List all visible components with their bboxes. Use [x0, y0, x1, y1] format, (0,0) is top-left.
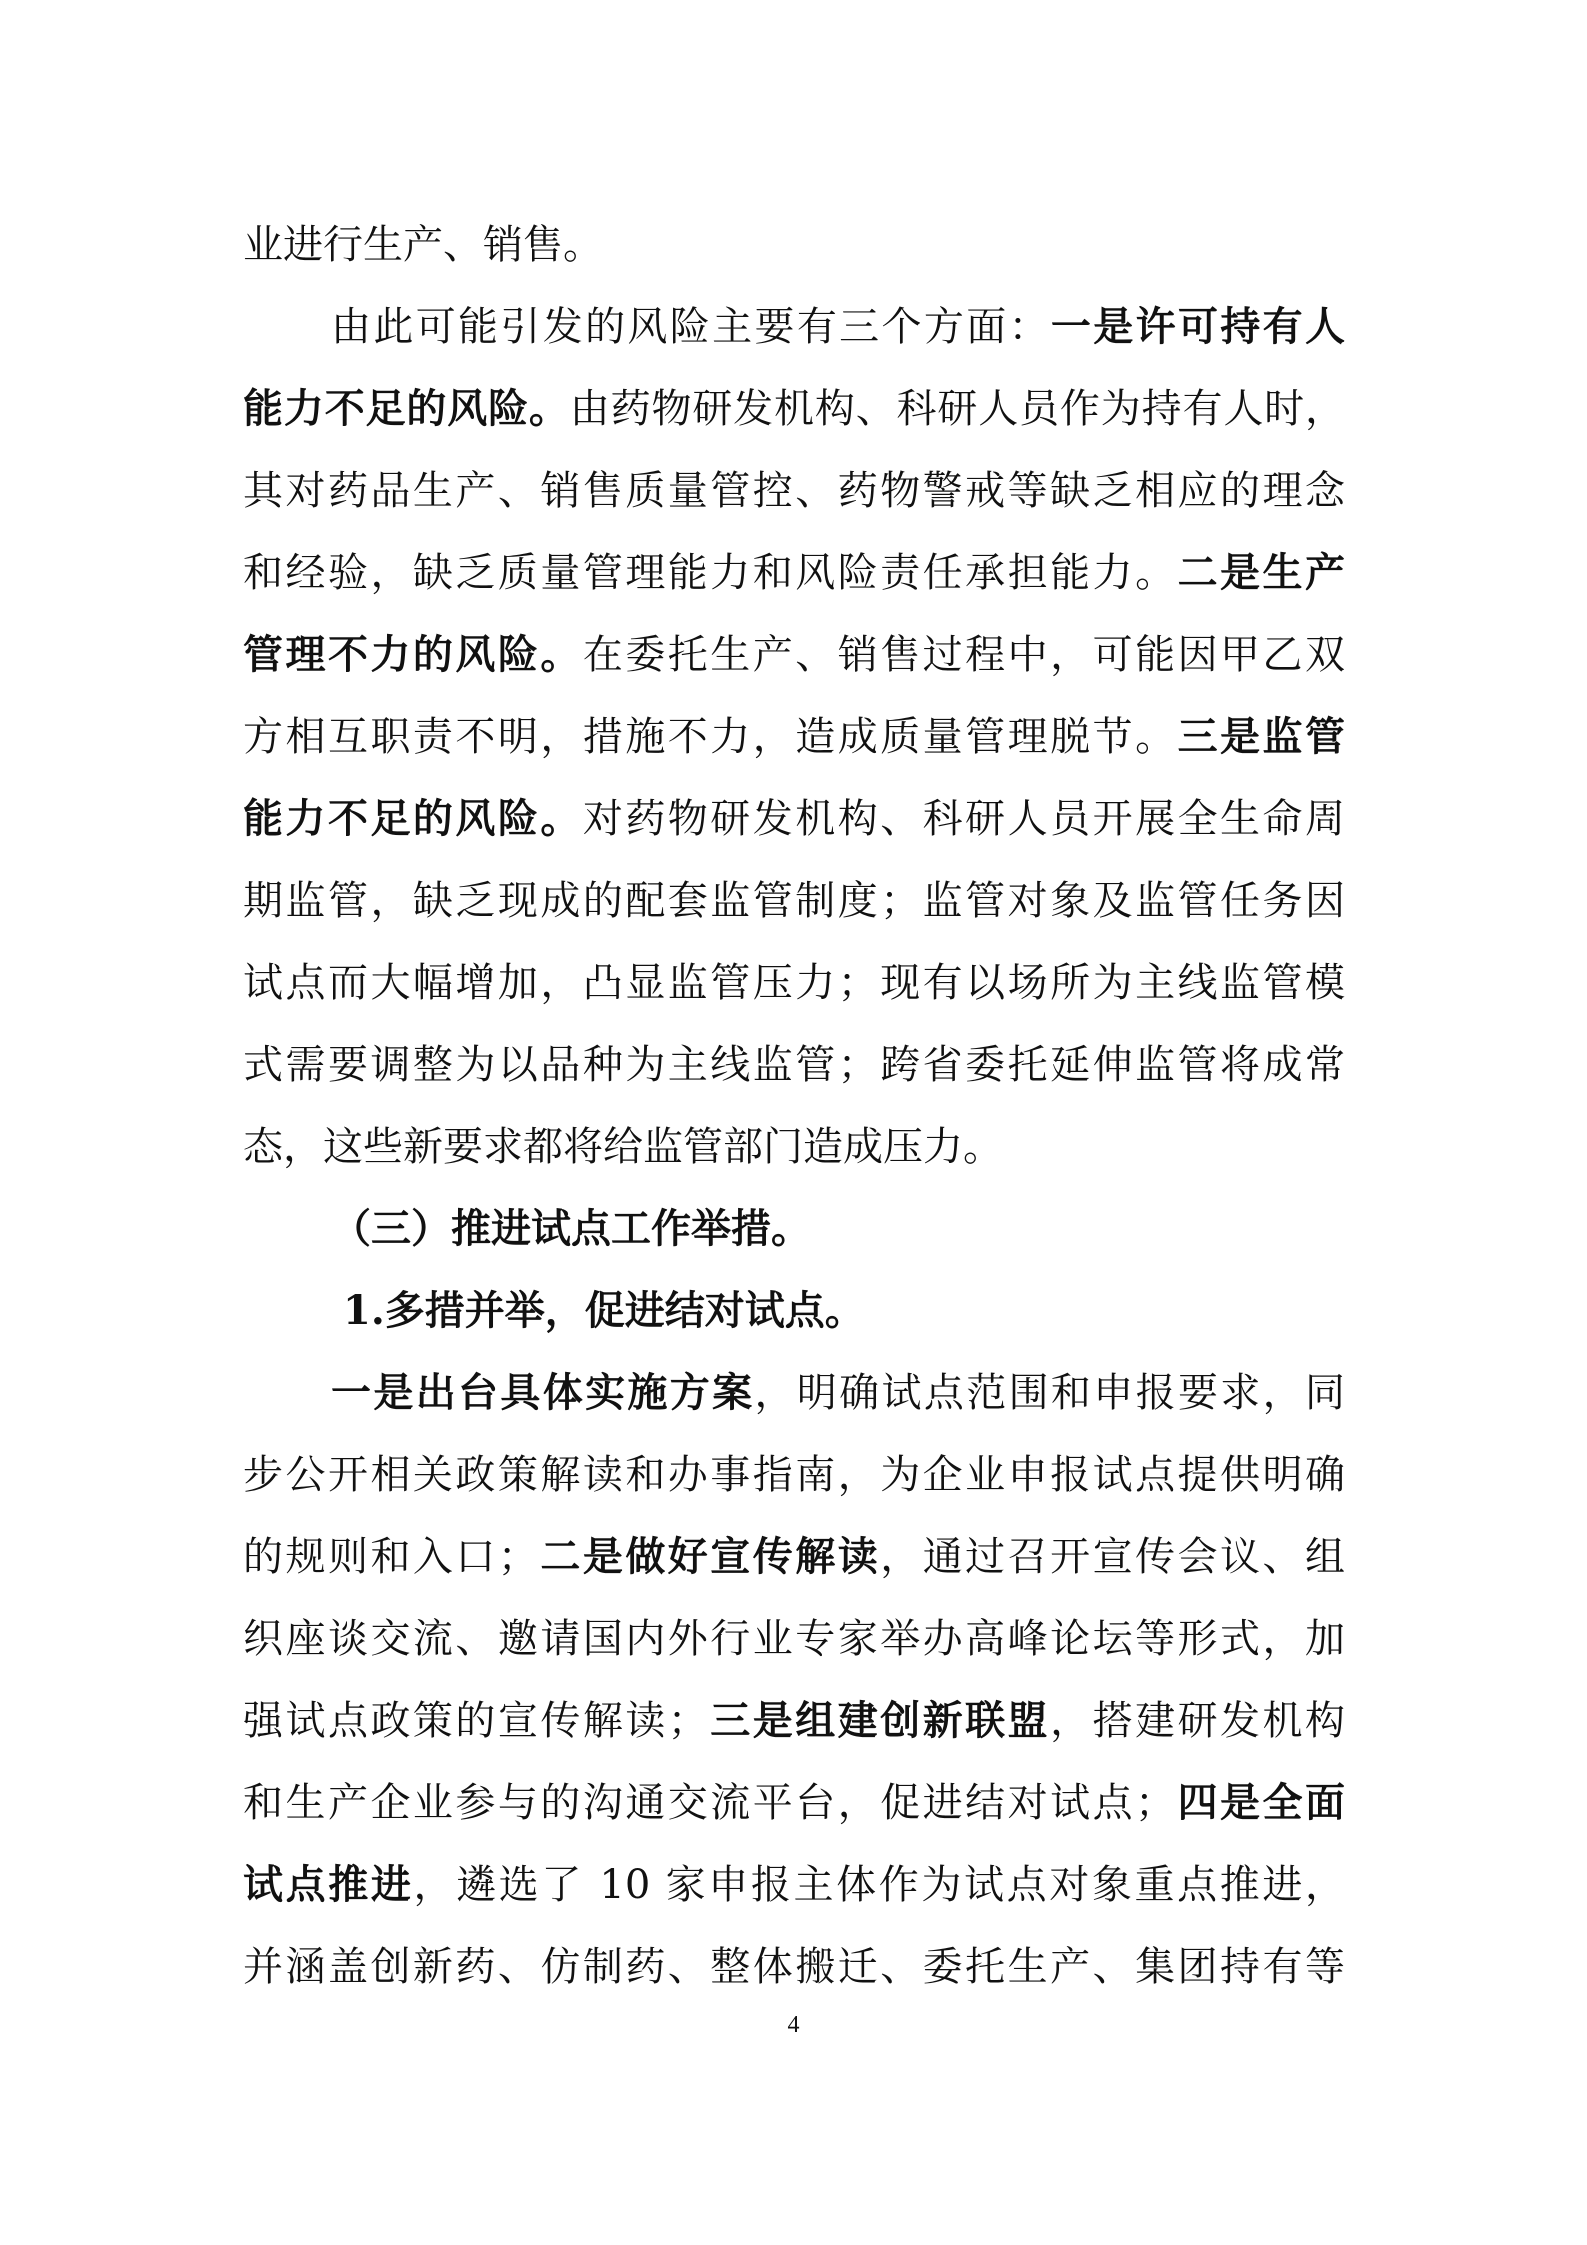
- text-line-17: [243, 1517, 1345, 1597]
- text-segment: 和生产企业参与的沟通交流平台，促进结对试点；: [243, 1780, 1176, 1826]
- text-line-2: [243, 287, 1345, 367]
- bold-text-segment: 三是监管: [1177, 713, 1345, 760]
- text-line-11: [243, 1025, 1345, 1105]
- text-segment: 织座谈交流、邀请国内外行业专家举办高峰论坛等形式，加: [243, 1616, 1345, 1662]
- text-segment: ，搭建研发机构: [1050, 1698, 1345, 1744]
- bold-text-segment: 能力不足的风险。: [243, 795, 583, 842]
- text-line-10: [243, 943, 1345, 1023]
- text-segment: 并涵盖创新药、仿制药、整体搬迁、委托生产、集团持有等: [243, 1944, 1345, 1990]
- subsection-heading: [243, 1271, 1345, 1351]
- bold-text-segment: 1.多措并举，促进结对试点。: [343, 1287, 865, 1334]
- text-line-4: [243, 451, 1345, 531]
- text-segment: 态，这些新要求都将给监管部门造成压力。: [243, 1124, 1003, 1170]
- section-heading: [243, 1189, 1345, 1269]
- text-segment: 对药物研发机构、科研人员开展全生命周: [582, 796, 1345, 842]
- text-segment: 步公开相关政策解读和办事指南，为企业申报试点提供明确: [243, 1452, 1345, 1498]
- bold-text-segment: 一是许可持有人: [1050, 303, 1345, 350]
- text-segment: 试点而大幅增加，凸显监管压力；现有以场所为主线监管模: [243, 960, 1345, 1006]
- text-segment: 在委托生产、销售过程中，可能因甲乙双: [582, 632, 1345, 678]
- text-segment: 其对药品生产、销售质量管控、药物警戒等缺乏相应的理念: [243, 468, 1345, 514]
- bold-text-segment: 能力不足的风险。: [243, 385, 570, 432]
- text-line-12: [243, 1107, 1345, 1187]
- text-line-19: [243, 1681, 1345, 1761]
- text-segment: 业进行生产、销售。: [243, 222, 603, 268]
- text-segment: ，遴选了 10 家申报主体作为试点对象重点推进，: [413, 1862, 1345, 1908]
- text-segment: 由药物研发机构、科研人员作为持有人时，: [569, 386, 1345, 432]
- text-segment: 的规则和入口；: [243, 1534, 538, 1580]
- text-line-18: [243, 1599, 1345, 1679]
- text-line-8: [243, 779, 1345, 859]
- text-line-22: [243, 1927, 1345, 2007]
- page-number: 4: [787, 2012, 800, 2038]
- text-segment: ，通过召开宣传会议、组: [880, 1534, 1345, 1580]
- text-segment: 由此可能引发的风险主要有三个方面：: [331, 304, 1051, 350]
- bold-text-segment: 二是生产: [1177, 549, 1345, 596]
- text-segment: 期监管，缺乏现成的配套监管制度；监管对象及监管任务因: [243, 878, 1345, 924]
- text-segment: 方相互职责不明，措施不力，造成质量管理脱节。: [243, 714, 1178, 760]
- text-line-7: [243, 697, 1345, 777]
- text-segment: 和经验，缺乏质量管理能力和风险责任承担能力。: [243, 550, 1178, 596]
- text-line-5: [243, 533, 1345, 613]
- text-line-16: [243, 1435, 1345, 1515]
- text-line-21: [243, 1845, 1345, 1925]
- text-segment: ，明确试点范围和申报要求，同: [754, 1370, 1345, 1416]
- text-line-3: [243, 369, 1345, 449]
- bold-text-segment: （三）推进试点工作举措。: [331, 1205, 811, 1252]
- text-line-15: [243, 1353, 1345, 1433]
- text-segment: 式需要调整为以品种为主线监管；跨省委托延伸监管将成常: [243, 1042, 1345, 1088]
- text-line-6: [243, 615, 1345, 695]
- bold-text-segment: 管理不力的风险。: [243, 631, 583, 678]
- text-line-1: [243, 205, 1345, 285]
- bold-text-segment: 三是组建创新联盟: [707, 1697, 1051, 1744]
- bold-text-segment: 二是做好宣传解读: [537, 1533, 881, 1580]
- bold-text-segment: 一是出台具体实施方案: [331, 1369, 755, 1416]
- text-line-20: [243, 1763, 1345, 1843]
- text-segment: 强试点政策的宣传解读；: [243, 1698, 708, 1744]
- bold-text-segment: 四是全面: [1175, 1779, 1345, 1826]
- bold-text-segment: 试点推进: [243, 1861, 414, 1908]
- text-line-9: [243, 861, 1345, 941]
